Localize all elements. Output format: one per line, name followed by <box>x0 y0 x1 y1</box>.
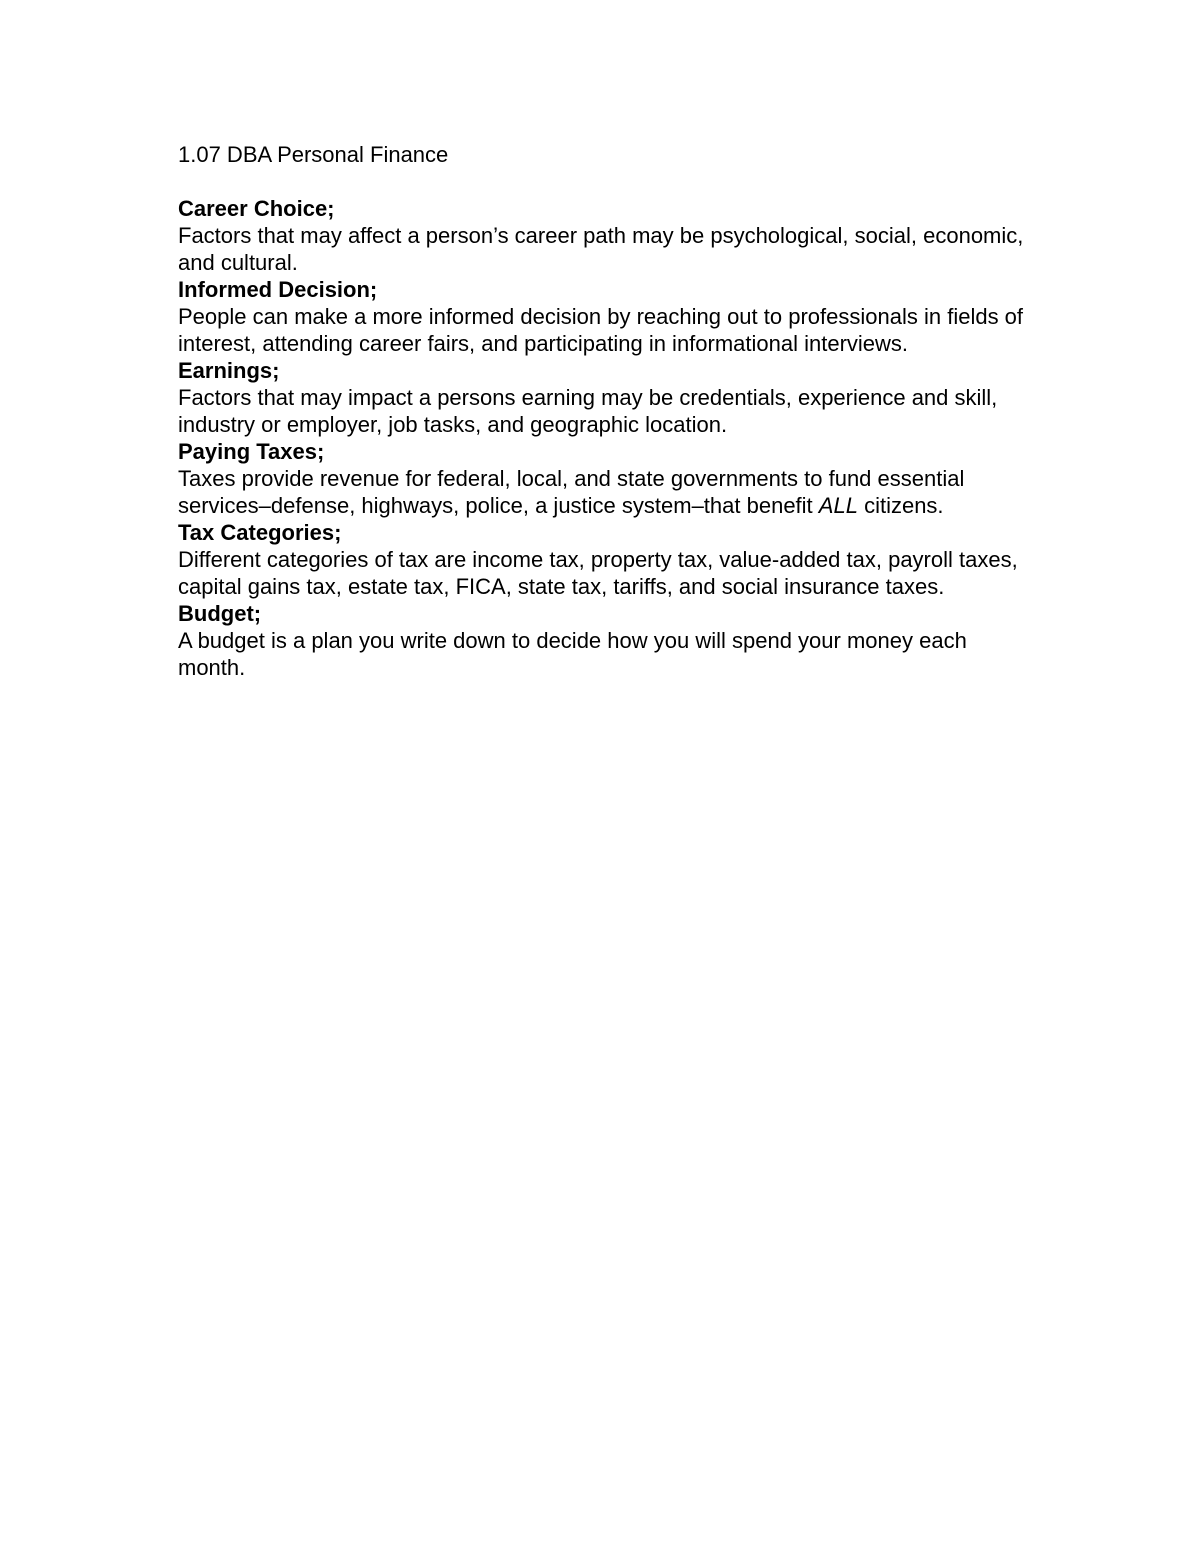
section-body: People can make a more informed decision by reaching out to professionals in fields of interest, attending career fairs, and participating in informational interviews. <box>178 304 1024 356</box>
document-page <box>178 141 1038 681</box>
section-earnings <box>178 357 1038 438</box>
section-career-choice <box>178 195 1038 276</box>
section-heading: Tax Categories; <box>178 520 342 545</box>
section-heading: Career Choice; <box>178 196 335 221</box>
section-heading: Paying Taxes; <box>178 439 325 464</box>
section-heading: Informed Decision; <box>178 277 378 302</box>
document-title: 1.07 DBA Personal Finance <box>178 142 449 167</box>
section-heading: Budget; <box>178 601 262 626</box>
section-informed-decision <box>178 276 1038 357</box>
section-paying-taxes <box>178 438 1038 519</box>
section-body-text: citizens. <box>857 493 944 518</box>
section-body: Different categories of tax are income tax, property tax, value-added tax, payroll taxes, capital gains tax, estate tax, FICA, state tax, tariffs, and social insurance taxes. <box>178 547 1018 599</box>
section-body-emphasis: ALL <box>818 493 858 518</box>
section-body: Factors that may impact a persons earning may be credentials, experience and skill, industry or employer, job tasks, and geographic location. <box>178 385 998 437</box>
section-tax-categories <box>178 519 1038 600</box>
section-heading: Earnings; <box>178 358 280 383</box>
section-body <box>178 465 1038 519</box>
section-budget <box>178 600 1038 681</box>
section-body-text: Taxes provide revenue for federal, local, and state governments to fund essential services–defense, highways, police, a justice system–that benefit <box>178 466 965 518</box>
section-body: A budget is a plan you write down to decide how you will spend your money each month. <box>178 628 967 680</box>
section-body: Factors that may affect a person’s career path may be psychological, social, economic, and cultural. <box>178 223 1024 275</box>
